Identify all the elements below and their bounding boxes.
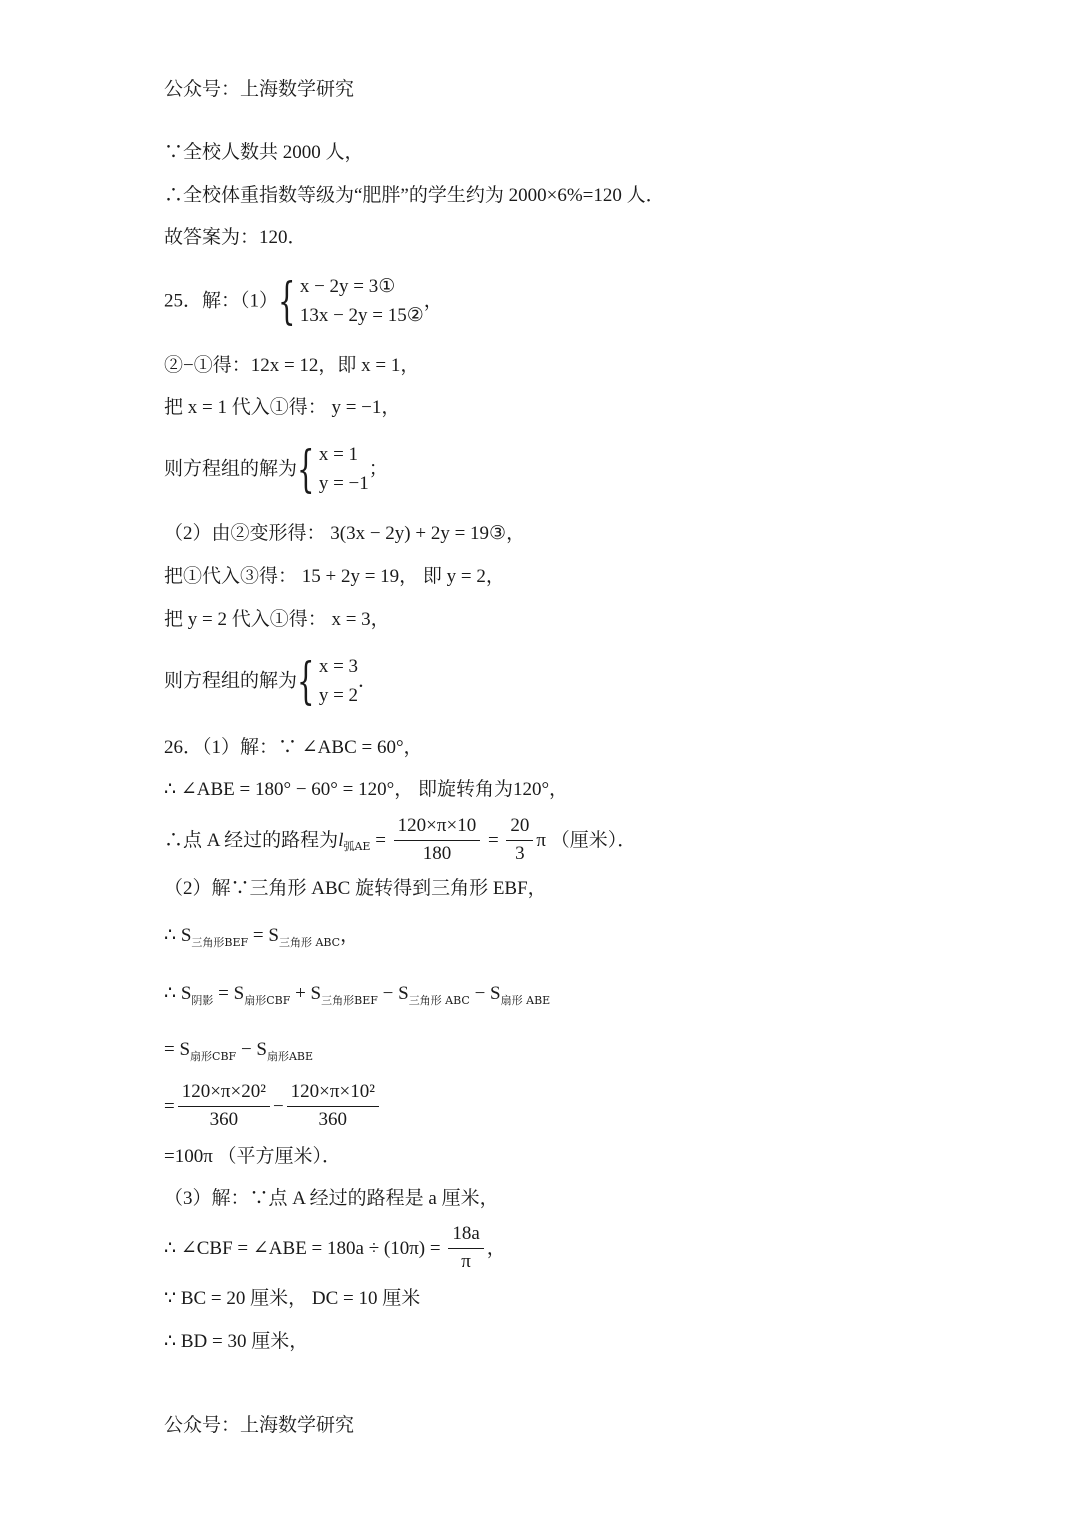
minus: − bbox=[272, 1095, 284, 1117]
fraction-line bbox=[164, 1082, 382, 1131]
arc-length-line bbox=[164, 816, 636, 865]
text: ∴点 A 经过的路程为 bbox=[164, 829, 339, 851]
text-line: （2）由②变形得： 3(3x − 2y) + 2y = 19③， bbox=[164, 523, 526, 544]
label: 则方程组的解为 bbox=[164, 670, 298, 692]
text: − S bbox=[377, 983, 409, 1004]
subscript: 阴影 bbox=[191, 994, 214, 1007]
punctuation: ； bbox=[368, 458, 388, 480]
text-line: （3）解：∵点 A 经过的路程是 a 厘米， bbox=[164, 1188, 499, 1209]
equals: = bbox=[483, 829, 504, 851]
denominator: 360 bbox=[209, 1108, 239, 1130]
text-line: ∴全校体重指数等级为“肥胖”的学生约为 2000×6%=120 人． bbox=[164, 185, 665, 206]
equation: x = 3 bbox=[318, 656, 359, 677]
punctuation: ， bbox=[423, 290, 443, 312]
sector-difference-line bbox=[164, 1040, 313, 1062]
equation-system bbox=[319, 440, 369, 498]
denominator: 180 bbox=[422, 842, 452, 864]
equals: = bbox=[370, 829, 391, 851]
equation-system bbox=[300, 272, 424, 330]
fraction bbox=[506, 816, 533, 865]
numerator: 20 bbox=[506, 816, 533, 841]
question-label: 25．解：（1） bbox=[164, 290, 279, 312]
label: 则方程组的解为 bbox=[164, 458, 298, 480]
text-line: 故答案为：120． bbox=[164, 227, 307, 248]
area-equality-line bbox=[164, 926, 359, 948]
denominator: 3 bbox=[515, 842, 525, 864]
brace-symbol: { bbox=[297, 652, 315, 710]
text-line: =100π （平方厘米）． bbox=[164, 1146, 342, 1167]
fraction bbox=[448, 1224, 483, 1273]
page-footer: 公众号：上海数学研究 bbox=[164, 1414, 355, 1436]
text: − S bbox=[236, 1039, 267, 1060]
subscript: 三角形 ABC bbox=[408, 994, 470, 1007]
subscript: 扇形ABE bbox=[266, 1050, 314, 1063]
text: = S bbox=[164, 1039, 191, 1060]
subscript: 弧AE bbox=[343, 839, 371, 853]
text-line: 26．（1）解：∵ ∠ABC = 60°， bbox=[164, 737, 423, 758]
text-line: 把 x = 1 代入①得： y = −1， bbox=[164, 397, 401, 418]
text: ∴ S bbox=[164, 983, 192, 1004]
equation-system bbox=[319, 652, 358, 710]
text: = S bbox=[213, 983, 245, 1004]
brace-symbol: { bbox=[278, 272, 296, 330]
solution-system-line bbox=[164, 440, 388, 498]
text: = S bbox=[248, 925, 279, 946]
text: ∴ S bbox=[164, 925, 192, 946]
text-line: 把①代入③得： 15 + 2y = 19， 即 y = 2， bbox=[164, 566, 505, 587]
equation: x − 2y = 3① bbox=[299, 276, 396, 297]
punctuation: ， bbox=[340, 925, 360, 946]
text-line: 把 y = 2 代入①得： x = 3， bbox=[164, 609, 390, 630]
var-l: l bbox=[338, 829, 344, 851]
subscript: 扇形CBF bbox=[190, 1050, 237, 1063]
brace-symbol: { bbox=[297, 440, 315, 498]
text: + S bbox=[290, 983, 322, 1004]
equation: 13x − 2y = 15② bbox=[299, 305, 424, 326]
punctuation: ． bbox=[358, 670, 378, 692]
solution-system-line bbox=[164, 652, 377, 710]
text-line: ∵ BC = 20 厘米， DC = 10 厘米 bbox=[164, 1288, 421, 1309]
denominator: 360 bbox=[318, 1108, 348, 1130]
subscript: 扇形CBF bbox=[244, 994, 291, 1007]
shaded-area-line bbox=[164, 984, 550, 1006]
subscript: 三角形BEF bbox=[321, 994, 378, 1007]
angle-line bbox=[164, 1224, 506, 1273]
denominator: π bbox=[461, 1250, 471, 1272]
numerator: 120×π×10 bbox=[394, 816, 481, 841]
numerator: 18a bbox=[448, 1224, 483, 1249]
numerator: 120×π×10² bbox=[287, 1082, 379, 1107]
equation: y = 2 bbox=[318, 685, 359, 706]
equation: y = −1 bbox=[318, 473, 369, 494]
subscript: 三角形 ABC bbox=[278, 936, 341, 949]
equation: x = 1 bbox=[318, 444, 359, 465]
subscript: 三角形BEF bbox=[191, 936, 249, 949]
fraction bbox=[287, 1082, 379, 1131]
equals: = bbox=[164, 1095, 175, 1117]
text-line: ∴ ∠ABE = 180° − 60° = 120°， 即旋转角为120°， bbox=[164, 779, 569, 800]
page-header: 公众号：上海数学研究 bbox=[164, 78, 355, 100]
fraction bbox=[178, 1082, 270, 1131]
fraction bbox=[394, 816, 481, 865]
text-line: ∴ BD = 30 厘米， bbox=[164, 1331, 309, 1352]
text-line: （2）解∵三角形 ABC 旋转得到三角形 EBF， bbox=[164, 878, 547, 899]
text-line: ∵全校人数共 2000 人， bbox=[164, 142, 364, 163]
text: ∴ ∠CBF = ∠ABE = 180a ÷ (10π) = bbox=[164, 1237, 446, 1259]
punctuation: ， bbox=[486, 1237, 506, 1259]
equation-system-line bbox=[164, 272, 443, 330]
numerator: 120×π×20² bbox=[178, 1082, 270, 1107]
text: π （厘米）． bbox=[536, 829, 637, 851]
text-line: ②−①得：12x = 12，即 x = 1， bbox=[164, 355, 420, 376]
subscript: 扇形 ABE bbox=[500, 994, 551, 1007]
text: − S bbox=[469, 983, 501, 1004]
